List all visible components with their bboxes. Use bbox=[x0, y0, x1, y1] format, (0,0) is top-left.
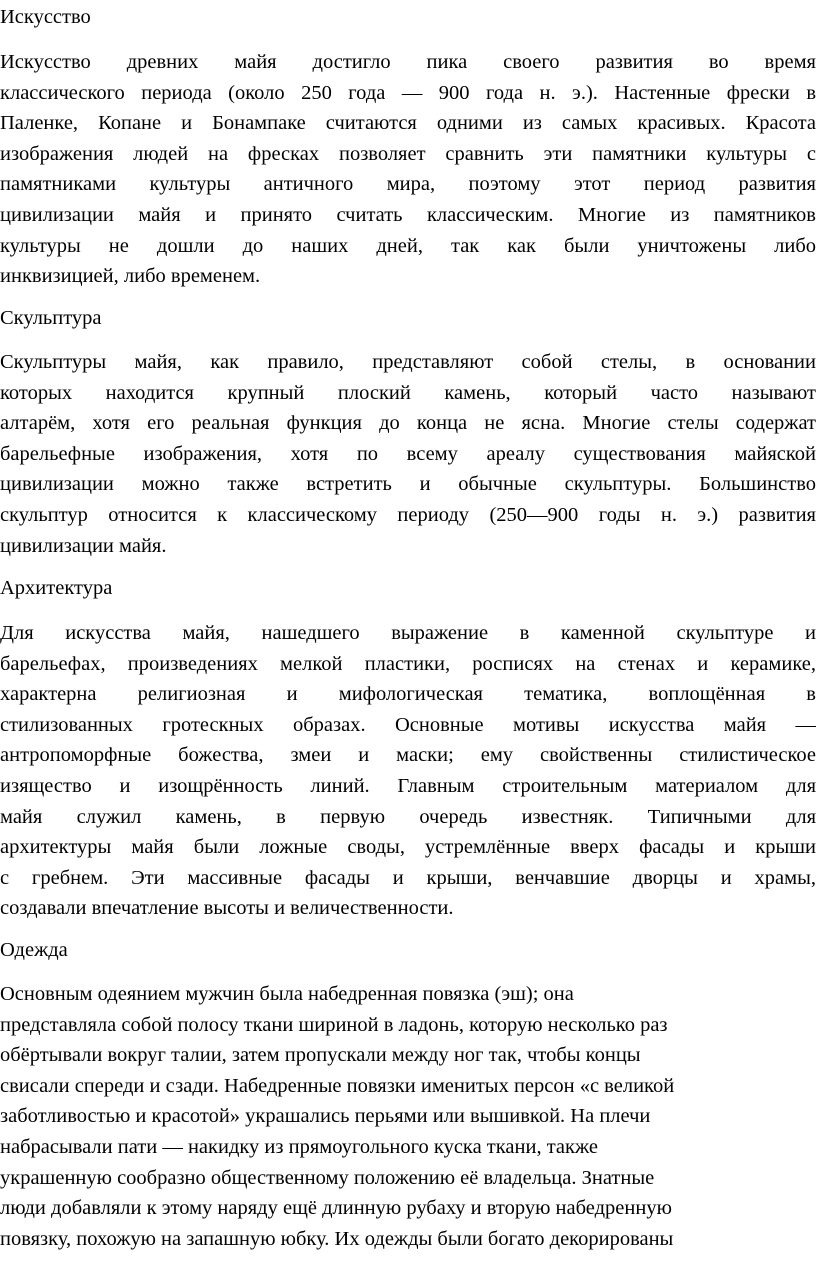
paragraph-line: барельефные изображения, хотя по всему ареалу существования майяской bbox=[0, 442, 816, 465]
paragraph-line: культуры не дошли до наших дней, так как были уничтожены либо bbox=[0, 234, 816, 257]
paragraph-line: повязку, похожую на запашную юбку. Их одежды были богато декорированы bbox=[0, 1227, 674, 1250]
paragraph-line: характерна религиозная и мифологическая тематика, воплощённая в bbox=[0, 683, 816, 706]
section-heading-architecture: Архитектура bbox=[0, 577, 113, 599]
paragraph-line: создавали впечатление высоты и величественности. bbox=[0, 897, 454, 920]
paragraph-line: архитектуры майя были ложные своды, устремлённые вверх фасады и крыши bbox=[0, 836, 816, 859]
paragraph-line: цивилизации майя. bbox=[0, 534, 167, 557]
paragraph-line: алтарём, хотя его реальная функция до конца не ясна. Многие стелы содержат bbox=[0, 412, 816, 435]
paragraph-line: Паленке, Копане и Бонампаке считаются одними из самых красивых. Красота bbox=[0, 112, 816, 135]
paragraph-line: заботливостью и красотой» украшались перьями или вышивкой. На плечи bbox=[0, 1105, 651, 1128]
paragraph-line: обёртывали вокруг талии, затем пропускали между ног так, чтобы концы bbox=[0, 1044, 641, 1067]
paragraph-line: набрасывали пати — накидку из прямоугольного куска ткани, также bbox=[0, 1135, 598, 1158]
paragraph-line: стилизованных гротескных образах. Основные мотивы искусства майя — bbox=[0, 713, 816, 736]
paragraph-line: украшенную сообразно общественному положению её владельца. Знатные bbox=[0, 1166, 655, 1189]
section-body-art bbox=[0, 47, 816, 292]
paragraph-line: свисали спереди и сзади. Набедренные повязки именитых персон «с великой bbox=[0, 1074, 675, 1097]
paragraph-line: памятниками культуры античного мира, поэтому этот период развития bbox=[0, 173, 816, 196]
paragraph-line: Основным одеянием мужчин была набедренная повязка (эш); она bbox=[0, 983, 574, 1005]
paragraph-line: инквизицией, либо временем. bbox=[0, 265, 261, 288]
section-heading-sculpture: Скульптура bbox=[0, 307, 102, 329]
paragraph-line: Искусство древних майя достигло пика своего развития во время bbox=[0, 51, 816, 73]
paragraph-line: майя служил камень, в первую очередь известняк. Типичными для bbox=[0, 805, 816, 828]
paragraph-line: цивилизации майя и принято считать классическим. Многие из памятников bbox=[0, 203, 816, 226]
section-body-sculpture bbox=[0, 347, 816, 561]
paragraph-line: цивилизации можно также встретить и обычные скульптуры. Большинство bbox=[0, 473, 816, 496]
section-body-clothing bbox=[0, 979, 816, 1254]
paragraph-line: барельефах, произведениях мелкой пластики, росписях на стенах и керамике, bbox=[0, 652, 816, 675]
paragraph-line: классического периода (около 250 года — 900 года н. э.). Настенные фрески в bbox=[0, 81, 816, 104]
paragraph-line: изящество и изощрённость линий. Главным строительным материалом для bbox=[0, 774, 816, 797]
paragraph-line: Для искусства майя, нашедшего выражение в каменной скульптуре и bbox=[0, 622, 816, 644]
paragraph-line: люди добавляли к этому наряду ещё длинную рубаху и вторую набедренную bbox=[0, 1197, 672, 1220]
paragraph-line: представляла собой полосу ткани шириной в ладонь, которую несколько раз bbox=[0, 1013, 668, 1036]
section-body-architecture bbox=[0, 618, 816, 924]
paragraph-line: с гребнем. Эти массивные фасады и крыши, венчавшие дворцы и храмы, bbox=[0, 866, 816, 889]
paragraph-line: изображения людей на фресках позволяет сравнить эти памятники культуры с bbox=[0, 142, 816, 165]
paragraph-line: Скульптуры майя, как правило, представляют собой стелы, в основании bbox=[0, 351, 816, 373]
section-heading-art: Искусство bbox=[0, 6, 91, 28]
paragraph-line: антропоморфные божества, змеи и маски; ему свойственны стилистическое bbox=[0, 744, 816, 767]
paragraph-line: скульптур относится к классическому периоду (250—900 годы н. э.) развития bbox=[0, 503, 816, 526]
paragraph-line: которых находится крупный плоский камень, который часто называют bbox=[0, 381, 816, 404]
section-heading-clothing: Одежда bbox=[0, 939, 68, 961]
